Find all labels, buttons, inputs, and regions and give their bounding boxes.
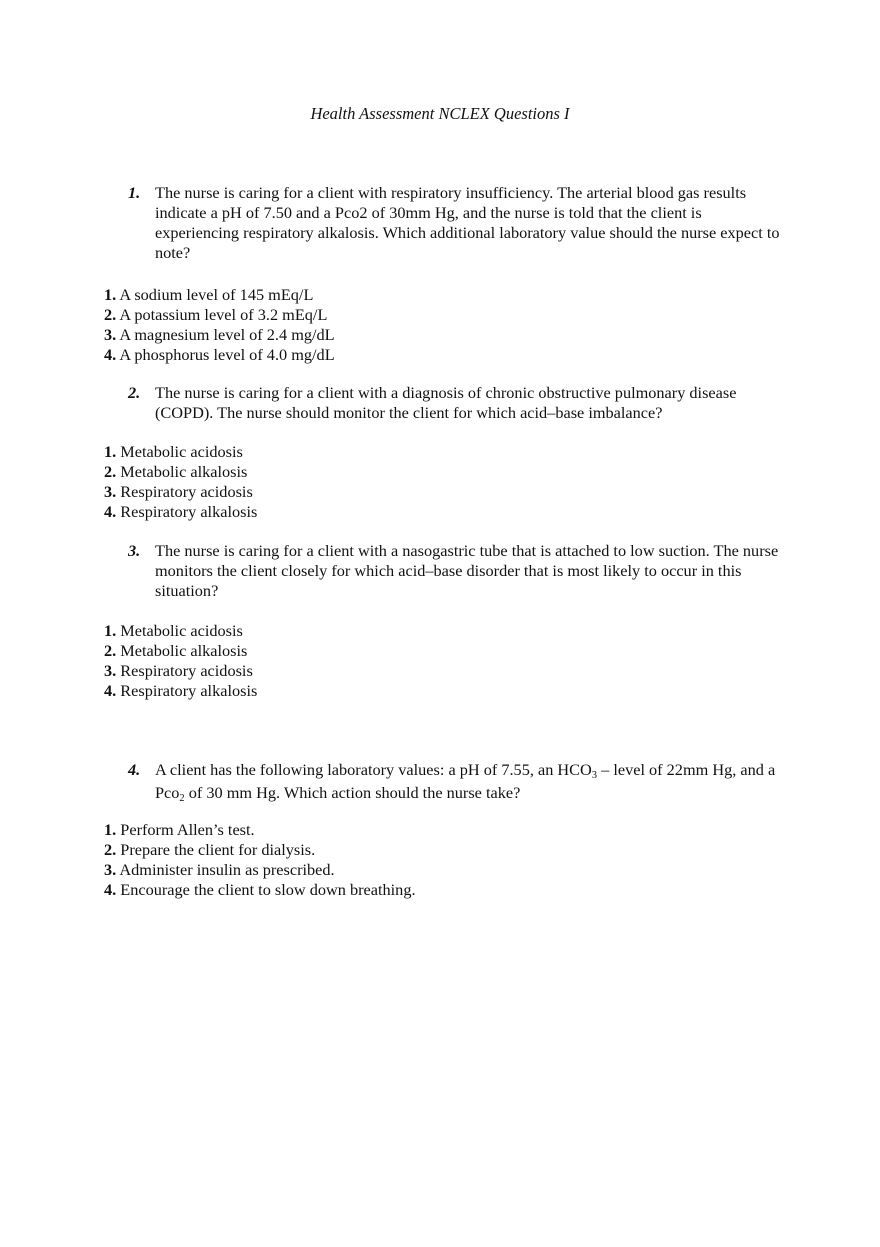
answer-option (104, 641, 804, 661)
option-text: Metabolic acidosis (120, 442, 243, 461)
option-text: Respiratory acidosis (120, 482, 253, 501)
option-text: A phosphorus level of 4.0 mg/dL (119, 345, 335, 364)
option-number: 2. (104, 462, 117, 481)
option-number: 2. (104, 840, 117, 859)
page-title: Health Assessment NCLEX Questions I (310, 104, 570, 123)
option-text: Metabolic alkalosis (120, 641, 248, 660)
option-number: 3. (104, 661, 117, 680)
subscript: 2 (179, 793, 185, 804)
question-text-part: – level of 22mm Hg, and a Pco (155, 760, 776, 802)
option-number: 2. (104, 305, 117, 324)
option-number: 3. (104, 325, 117, 344)
option-text: Administer insulin as prescribed. (119, 860, 335, 879)
option-text: A potassium level of 3.2 mEq/L (119, 305, 328, 324)
option-number: 1. (104, 442, 117, 461)
answer-options-1 (104, 285, 804, 365)
option-text: Respiratory acidosis (120, 661, 253, 680)
question-2 (128, 383, 788, 423)
question-4 (128, 760, 788, 806)
question-text-part: of 30 mm Hg. Which action should the nurse take? (184, 783, 521, 802)
answer-option (104, 661, 804, 681)
question-number: 3. (128, 541, 141, 560)
answer-option (104, 482, 804, 502)
option-number: 1. (104, 285, 117, 304)
question-number: 1. (128, 183, 141, 202)
subscript: 3 (591, 770, 598, 781)
answer-option (104, 840, 804, 860)
question-text: The nurse is caring for a client with a diagnosis of chronic obstructive pulmonary disease (COPD). The nurse should monitor the client for which acid–base imbalance? (155, 383, 737, 422)
question-text-part: A client has the following laboratory values: a pH of 7.55, an HCO (155, 760, 592, 779)
option-number: 4. (104, 681, 117, 700)
option-text: Prepare the client for dialysis. (120, 840, 316, 859)
answer-options-4 (104, 820, 804, 900)
option-text: Respiratory alkalosis (120, 681, 258, 700)
option-number: 4. (104, 880, 117, 899)
question-number: 4. (128, 760, 141, 779)
question-text (155, 760, 788, 806)
option-number: 3. (104, 482, 117, 501)
answer-option (104, 325, 804, 345)
answer-option (104, 502, 804, 522)
answer-option (104, 681, 804, 701)
option-text: A magnesium level of 2.4 mg/dL (119, 325, 335, 344)
answer-option (104, 442, 804, 462)
answer-options-2 (104, 442, 804, 522)
question-text: The nurse is caring for a client with respiratory insufficiency. The arterial blood gas results indicate a pH of 7.50 and a Pco2 of 30mm Hg, and the nurse is told that the client is experiencing respiratory alkalosis. Which additional laboratory value should the nurse expect to note? (155, 183, 780, 262)
option-number: 4. (104, 345, 117, 364)
question-text: The nurse is caring for a client with a nasogastric tube that is attached to low suction. The nurse monitors the client closely for which acid–base disorder that is most likely to occur in this situation? (155, 541, 779, 600)
option-text: Perform Allen’s test. (120, 820, 255, 839)
answer-option (104, 305, 804, 325)
option-number: 2. (104, 641, 117, 660)
option-text: Encourage the client to slow down breathing. (120, 880, 416, 899)
question-1 (128, 183, 788, 263)
option-text: A sodium level of 145 mEq/L (119, 285, 314, 304)
option-number: 4. (104, 502, 117, 521)
option-number: 1. (104, 621, 117, 640)
answer-option (104, 860, 804, 880)
answer-option (104, 345, 804, 365)
answer-option (104, 880, 804, 900)
answer-option (104, 462, 804, 482)
option-number: 3. (104, 860, 117, 879)
option-text: Respiratory alkalosis (120, 502, 258, 521)
option-text: Metabolic acidosis (120, 621, 243, 640)
answer-options-3 (104, 621, 804, 701)
answer-option (104, 621, 804, 641)
option-text: Metabolic alkalosis (120, 462, 248, 481)
question-number: 2. (128, 383, 141, 402)
question-3 (128, 541, 788, 601)
answer-option (104, 285, 804, 305)
answer-option (104, 820, 804, 840)
option-number: 1. (104, 820, 117, 839)
